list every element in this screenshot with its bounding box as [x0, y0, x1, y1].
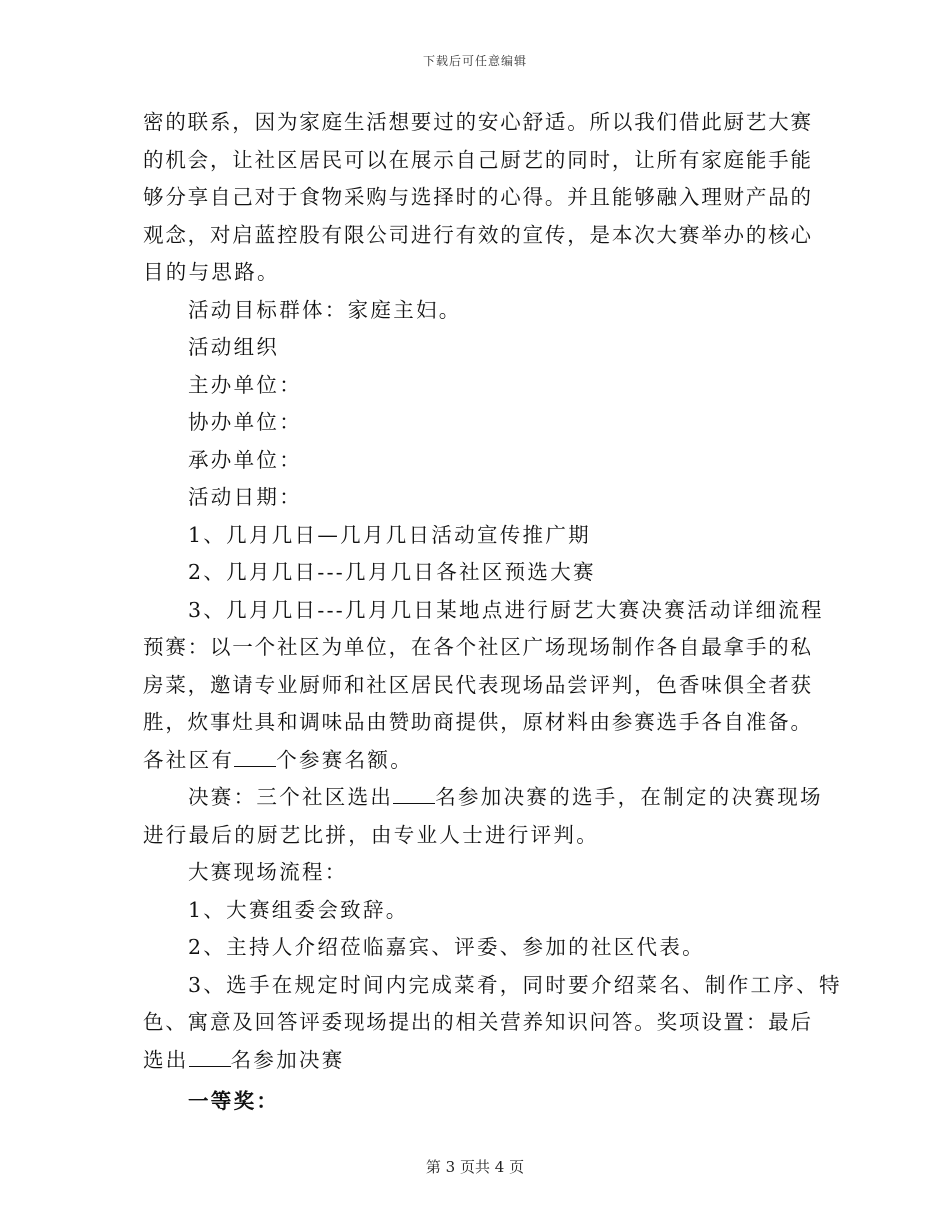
flow-item-continued: 色、寓意及回答评委现场提出的相关营养知识问答。奖项设置：最后 — [143, 1010, 811, 1034]
paragraph-line: 够分享自己对于食物采购与选择时的心得。并且能够融入理财产品的 — [143, 185, 811, 209]
flow-3-after: 名参加决赛 — [230, 1047, 345, 1072]
prelim-quota-before: 各社区有 — [143, 747, 235, 772]
final-line-2: 进行最后的厨艺比拼，由专业人士进行评判。 — [143, 822, 599, 847]
prelim-line: 房菜，邀请专业厨师和社区居民代表现场品尝评判，色香味俱全者获 — [143, 672, 811, 697]
flow-item: 2、主持人介绍莅临嘉宾、评委、参加的社区代表。 — [188, 935, 705, 959]
final-line — [143, 779, 823, 817]
flow-item: 1、大赛组委会致辞。 — [188, 897, 409, 922]
undertaker-unit: 承办单位： — [188, 447, 302, 472]
first-prize-heading: 一等奖： — [188, 1089, 280, 1113]
prelim-line: 预赛：以一个社区为单位，在各个社区广场现场制作各自最拿手的私 — [143, 635, 811, 659]
paragraph-line: 密的联系，因为家庭生活想要过的安心舒适。所以我们借此厨艺大赛 — [143, 110, 811, 134]
date-item: 2、几月几日---几月几日各社区预选大赛 — [188, 560, 596, 584]
paragraph-line: 观念，对启蓝控股有限公司进行有效的宣传，是本次大赛举办的核心 — [143, 222, 811, 247]
host-unit: 主办单位： — [188, 372, 302, 397]
page-footer: 第 3 页共 4 页 — [425, 1158, 525, 1176]
final-before: 决赛：三个社区选出 — [188, 785, 394, 809]
flow-item: 3、选手在规定时间内完成菜肴，同时要介绍菜名、制作工序、特 — [188, 972, 842, 997]
document-body — [143, 104, 842, 1121]
target-group: 活动目标群体：家庭主妇。 — [188, 297, 462, 322]
prelim-quota — [143, 742, 811, 780]
blank-field — [393, 786, 435, 804]
final-after: 名参加决赛的选手，在制定的决赛现场 — [435, 785, 823, 809]
flow-3-before: 选出 — [143, 1047, 189, 1072]
date-label: 活动日期： — [188, 485, 302, 509]
blank-field — [189, 1049, 231, 1067]
flow-title: 大赛现场流程： — [188, 860, 348, 884]
flow-item-continued — [143, 1042, 811, 1080]
co-organizer-unit: 协办单位： — [188, 410, 302, 434]
paragraph-line: 目的与思路。 — [143, 260, 280, 284]
page-header: 下载后可任意编辑 — [422, 54, 527, 68]
date-item: 1、几月几日—几月几日活动宣传推广期 — [188, 522, 591, 547]
paragraph-line: 的机会，让社区居民可以在展示自己厨艺的同时，让所有家庭能手能 — [143, 147, 811, 172]
organization-heading: 活动组织 — [188, 335, 280, 359]
blank-field — [234, 749, 276, 767]
date-item: 3、几月几日---几月几日某地点进行厨艺大赛决赛活动详细流程 — [188, 597, 824, 622]
prelim-quota-after: 个参赛名额。 — [276, 747, 414, 772]
prelim-line: 胜，炊事灶具和调味品由赞助商提供，原材料由参赛选手各自准备。 — [143, 710, 811, 734]
